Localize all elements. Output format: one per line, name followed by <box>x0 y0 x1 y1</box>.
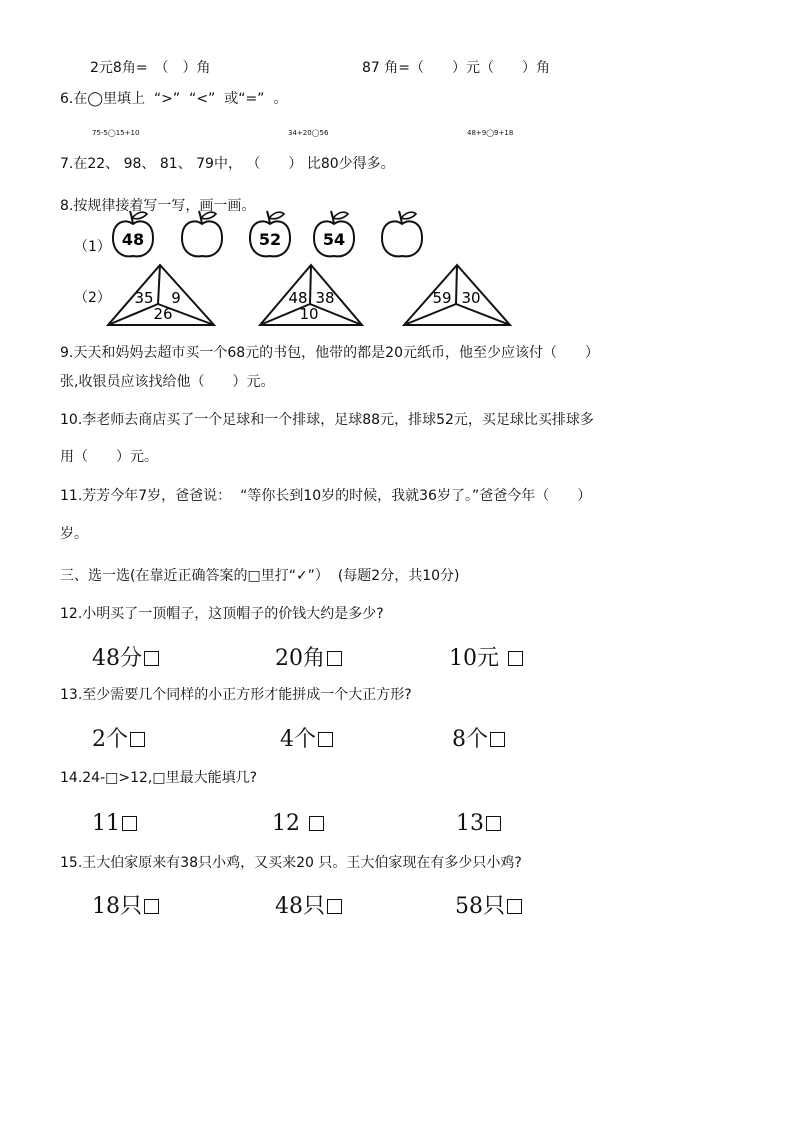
checkbox[interactable] <box>144 651 159 666</box>
q8-row2-label: （2） <box>74 290 111 306</box>
triangle-bottom-number: 10 <box>299 305 319 323</box>
q9-line-1: 9.天天和妈妈去超市买一个68元的书包，他带的都是20元纸币，他至少应该付（ ） <box>60 345 599 361</box>
q8-text: 8.按规律接着写一写，画一画。 <box>60 198 256 214</box>
checkbox[interactable] <box>508 651 523 666</box>
number-triangle <box>404 265 510 325</box>
q11-line-1: 11.芳芳今年7岁，爸爸说： “等你长到10岁的时候，我就36岁了。”爸爸今年（ ） <box>60 488 592 504</box>
q15-text: 15.王大伯家原来有38只小鸡，又买来20 只。王大伯家现在有多少只小鸡? <box>60 855 522 871</box>
checkbox[interactable] <box>486 816 501 831</box>
q6-item-2: 34+20◯56 <box>288 129 329 137</box>
q15-option-2[interactable] <box>275 893 342 921</box>
number-triangle <box>260 265 362 325</box>
option-label: 58只 <box>455 894 505 919</box>
q13-option-3[interactable] <box>452 726 505 754</box>
q13-option-1[interactable] <box>92 726 145 754</box>
triangle-bottom-number: 26 <box>153 305 173 323</box>
option-label: 11 <box>92 811 120 836</box>
q6-item-1: 75-5◯15+10 <box>92 129 140 137</box>
q10-line-1: 10.李老师去商店买了一个足球和一个排球，足球88元，排球52元，买足球比买排球多 <box>60 412 594 428</box>
number-triangle <box>108 265 214 325</box>
q5-part-b: 87 角=（ ）元（ ）角 <box>362 60 550 76</box>
triangle-left-number: 35 <box>134 289 154 307</box>
option-label: 20角 <box>275 646 325 671</box>
q6-text: 6.在◯里填上 “>” “<” 或“=” 。 <box>60 91 288 107</box>
option-label: 18只 <box>92 894 142 919</box>
checkbox[interactable] <box>122 816 137 831</box>
apple-icon <box>182 211 222 256</box>
q12-option-3[interactable] <box>449 645 523 673</box>
checkbox[interactable] <box>144 899 159 914</box>
checkbox[interactable] <box>327 651 342 666</box>
apple-icon <box>250 211 290 256</box>
apple-number: 52 <box>258 230 282 249</box>
option-label: 2个 <box>92 727 128 752</box>
q14-option-3[interactable] <box>456 810 501 838</box>
q15-option-3[interactable] <box>455 893 522 921</box>
apple-icon <box>113 211 153 256</box>
q13-option-2[interactable] <box>280 726 333 754</box>
option-label: 48只 <box>275 894 325 919</box>
checkbox[interactable] <box>327 899 342 914</box>
option-label: 13 <box>456 811 484 836</box>
triangle-right-number: 38 <box>315 289 335 307</box>
option-label: 8个 <box>452 727 488 752</box>
triangle-left-number: 59 <box>432 289 452 307</box>
checkbox[interactable] <box>507 899 522 914</box>
option-label: 4个 <box>280 727 316 752</box>
apple-icon <box>382 211 422 256</box>
q14-option-2[interactable] <box>272 810 324 838</box>
checkbox[interactable] <box>309 816 324 831</box>
q12-text: 12.小明买了一顶帽子，这顶帽子的价钱大约是多少? <box>60 606 384 622</box>
checkbox[interactable] <box>490 732 505 747</box>
checkbox[interactable] <box>130 732 145 747</box>
q12-option-1[interactable] <box>92 645 159 673</box>
q15-option-1[interactable] <box>92 893 159 921</box>
q8-row1-label: （1） <box>74 239 111 255</box>
q7-text: 7.在22、 98、 81、 79中， （ ） 比80少得多。 <box>60 156 395 172</box>
triangle-left-number: 48 <box>288 289 308 307</box>
option-label: 10元 <box>449 646 506 671</box>
q14-text: 14.24-□>12,□里最大能填几? <box>60 770 258 786</box>
q5-part-a: 2元8角= （ ）角 <box>90 60 211 76</box>
checkbox[interactable] <box>318 732 333 747</box>
q13-text: 13.至少需要几个同样的小正方形才能拼成一个大正方形? <box>60 687 412 703</box>
apple-number: 54 <box>322 230 346 249</box>
q10-line-2: 用（ ）元。 <box>60 449 158 465</box>
q14-option-1[interactable] <box>92 810 137 838</box>
apple-icon <box>314 211 354 256</box>
section-3-heading: 三、选一选(在靠近正确答案的□里打“✓”） (每题2分，共10分) <box>60 568 460 584</box>
option-label: 48分 <box>92 646 142 671</box>
triangle-right-number: 30 <box>461 289 481 307</box>
q11-line-2: 岁。 <box>60 526 88 542</box>
q6-item-3: 48+9◯9+18 <box>467 129 514 137</box>
q12-option-2[interactable] <box>275 645 342 673</box>
apple-number: 48 <box>121 230 145 249</box>
option-label: 12 <box>272 811 307 836</box>
triangle-right-number: 9 <box>171 289 181 307</box>
q8-figure <box>0 0 793 340</box>
q9-line-2: 张,收银员应该找给他（ ）元。 <box>60 374 275 390</box>
